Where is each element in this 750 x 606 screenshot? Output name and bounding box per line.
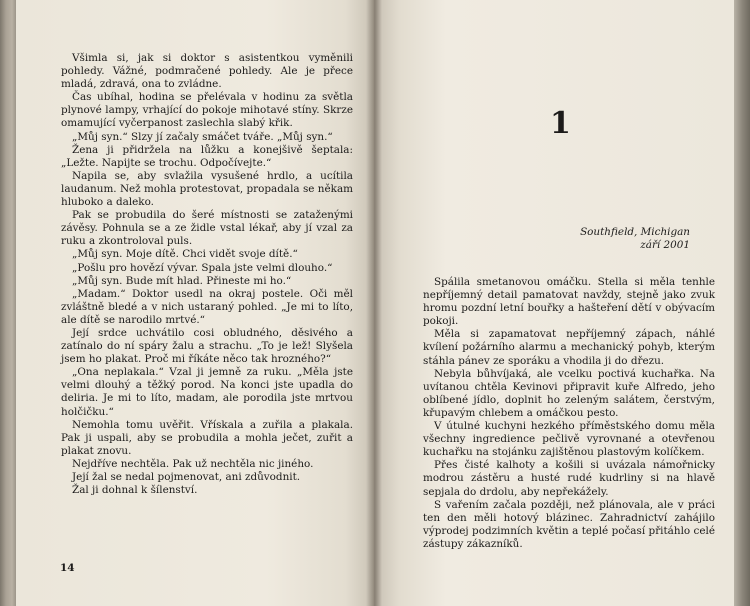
chapter-number: 1 bbox=[550, 106, 571, 141]
chapter-place: Southfield, Michigan bbox=[580, 226, 690, 238]
right-page bbox=[374, 0, 734, 606]
paragraph: S vařením začala později, než plánovala, ale v práci ten den měli hotový blázinec. Zahradnictví zahájilo výprodej podzimních květin a teplé počasí přitáhlo celé zástupy zákazníků. bbox=[423, 498, 715, 550]
paragraph: Nejdříve nechtěla. Pak už nechtěla nic jiného. bbox=[72, 457, 314, 470]
paragraph: Měla si zapamatovat nepříjemný zápach, náhlé kvílení požárního alarmu a mechanický pohyb, kterým stáhla pánev ze sporáku a vhodila ji do dřezu. bbox=[423, 328, 715, 367]
paragraph: Nemohla tomu uvěřit. Vřískala a zuřila a plakala. Pak ji uspali, aby se probudila a mohla ječet, zuřit a plakat znovu. bbox=[61, 418, 353, 457]
paragraph: Žena ji přidržela na lůžku a konejšivě šeptala: „Ležte. Napijte se trochu. Odpočívejte.“ bbox=[61, 143, 353, 169]
paragraph: „Pošlu pro hovězí vývar. Spala jste velmi dlouho.“ bbox=[72, 261, 333, 274]
paragraph: „Můj syn.“ Slzy jí začaly smáčet tváře. „Můj syn.“ bbox=[72, 130, 333, 143]
left-page-text bbox=[61, 52, 353, 497]
paragraph: Spálila smetanovou omáčku. Stella si měla tenhle nepříjemný detail pamatovat navždy, stejně jako zvuk hromu pozdní letní bouřky a hašteření dětí v obývacím pokoji. bbox=[423, 276, 715, 328]
paragraph: Napila se, aby svlažila vysušené hrdlo, a ucítila laudanum. Než mohla protestovat, propadala se někam hluboko a daleko. bbox=[61, 169, 353, 209]
paragraph: „Ona neplakala.“ Vzal ji jemně za ruku. „Měla jste velmi dlouhý a těžký porod. Na konci jste upadla do deliria. Je mi to líto, madam, ale porodila jste mrtvou holčičku.“ bbox=[61, 366, 353, 418]
paragraph: Čas ubíhal, hodina se přelévala v hodinu za světla plynové lampy, vrhající do pokoje mihotavé stíny. Skrze omamující vyčerpanost zaslechla slabý křik. bbox=[61, 91, 353, 130]
paragraph: Přes čisté kalhoty a košili si uvázala námořnicky modrou zástěru a husté rudé kudrliny si na hlavě sepjala do drdolu, aby nepřekážely. bbox=[423, 459, 715, 498]
paragraph: Její srdce uchvátilo cosi obludného, děsivého a zatínalo do ní spáry žalu a strachu. „To je lež! Slyšela jsem ho plakat. Proč mi říkáte něco tak hrozného?“ bbox=[61, 326, 353, 366]
paragraph: Žal ji dohnal k šílenství. bbox=[72, 484, 198, 497]
paragraph: Její žal se nedal pojmenovat, ani zdůvodnit. bbox=[72, 471, 301, 483]
left-page bbox=[16, 0, 374, 606]
paragraph: Všimla si, jak si doktor s asistentkou vyměnili pohledy. Vážné, podmračené pohledy. Ale je přece mladá, zdravá, ona to zvládne. bbox=[61, 52, 353, 91]
paragraph: Nebyla bůhvíjaká, ale vcelku poctivá kuchařka. Na uvítanou chtěla Kevinovi připravit kuře Alfredo, jeho oblíbené jídlo, doplnit ho zeleným salátem, čerstvým, křupavým chlebem a omáčkou pesto. bbox=[423, 367, 715, 419]
paragraph: Pak se probudila do šeré místnosti se zataženými závěsy. Pohnula se a ze židle vstal lékař, aby jí vzal za ruku a zkontroloval puls. bbox=[61, 209, 353, 248]
paragraph: „Můj syn. Moje dítě. Chci vidět svoje dítě.“ bbox=[72, 248, 298, 261]
chapter-date: září 2001 bbox=[640, 239, 690, 251]
page-edge bbox=[734, 0, 750, 606]
page-number: 14 bbox=[60, 562, 75, 574]
right-page-text bbox=[423, 276, 715, 551]
paragraph: „Můj syn. Bude mít hlad. Přineste mi ho.“ bbox=[72, 274, 292, 287]
paragraph: V útulné kuchyni hezkého příměstského domu měla všechny ingredience pečlivě vyrovnané a otevřenou kuchařku na stojánku zajištěnou plastovým kolíčkem. bbox=[423, 420, 715, 459]
paragraph: „Madam.“ Doktor usedl na okraj postele. Oči měl zvláštně bledé a v nich ustaraný pohled. „Je mi to líto, ale dítě se narodilo mrtvé.“ bbox=[61, 287, 353, 326]
